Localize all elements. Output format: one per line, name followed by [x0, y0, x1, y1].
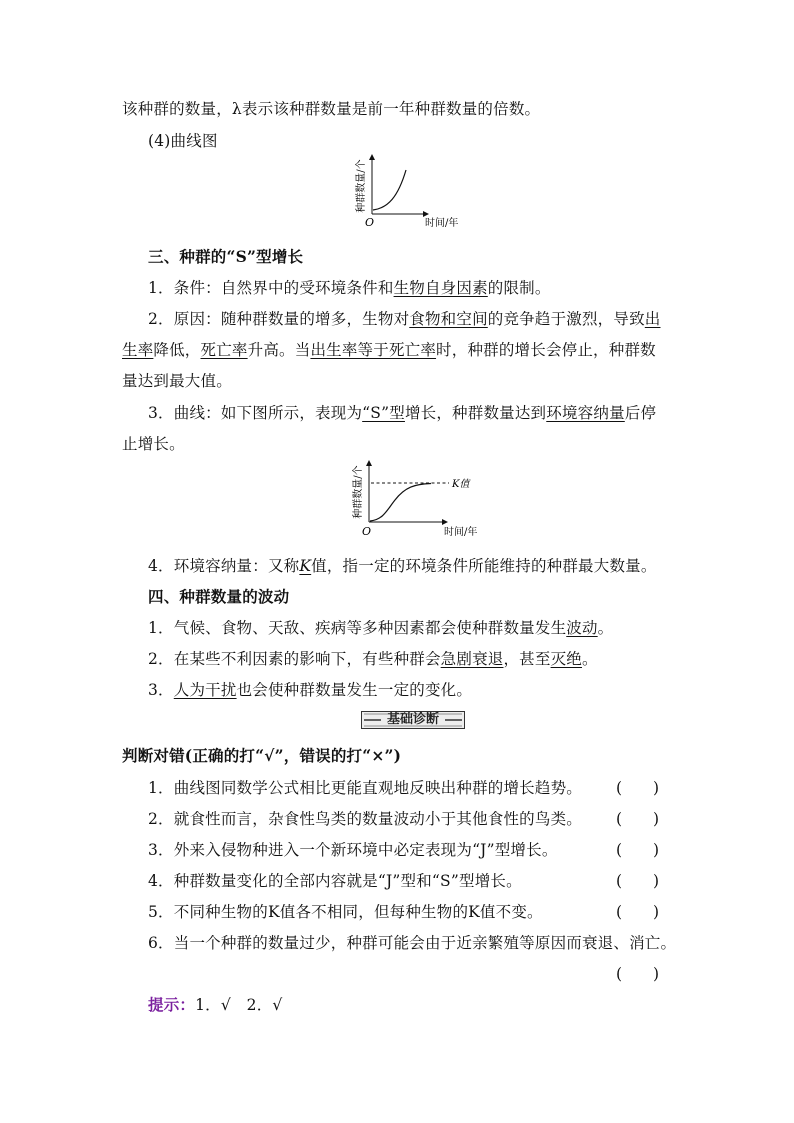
fig2-xlabel: 时间/年 [444, 527, 478, 538]
s-capacity: 4．环境容纳量：又称K值，指一定的环境条件所能维持的种群最大数量。 [148, 557, 657, 575]
s-reason-3: 量达到最大值。 [122, 372, 232, 390]
judge-item-6: 6．当一个种群的数量过少，种群可能会由于近亲繁殖等原因而衰退、消亡。 [148, 934, 677, 952]
answer-blank-1[interactable]: ( ) [616, 779, 660, 797]
tip-line [148, 993, 283, 1015]
s-reason-1: 2．原因：随种群数量的增多，生物对食物和空间的竞争趋于激烈，导致出 [148, 310, 661, 328]
fluct-1: 1．气候、食物、天敌、疾病等多种因素都会使种群数量发生波动。 [148, 619, 614, 637]
fig2-ylabel: 种群数量/个 [353, 465, 364, 519]
banner-label: 基础诊断 [386, 712, 439, 727]
judge-item-3: 3．外来入侵物种进入一个新环境中必定表现为“J”型增长。 [148, 841, 558, 859]
fig1-ylabel: 种群数量/个 [356, 159, 367, 213]
judge-item-1: 1．曲线图同数学公式相比更能直观地反映出种群的增长趋势。 [148, 779, 582, 797]
section-3-title: 三、种群的“S”型增长 [148, 247, 304, 266]
answer-blank-3[interactable]: ( ) [616, 841, 660, 859]
s-reason-2: 生率降低，死亡率升高。当出生率等于死亡率时，种群的增长会停止，种群数 [122, 341, 656, 359]
section-4-title: 四、种群数量的波动 [148, 587, 290, 606]
judge-item-4: 4．种群数量变化的全部内容就是“J”型和“S”型增长。 [148, 872, 522, 890]
answer-blank-6[interactable]: ( ) [616, 965, 660, 983]
fig1-origin: O [365, 216, 375, 229]
basic-diagnosis-banner [361, 711, 465, 729]
s-curve-2: 止增长。 [122, 435, 185, 453]
fluct-3: 3．人为干扰也会使种群数量发生一定的变化。 [148, 681, 473, 699]
s-curve-figure [349, 458, 489, 540]
tip-answers: 1．√ 2．√ [195, 996, 283, 1014]
j-curve [373, 170, 406, 210]
s-condition: 1．条件：自然界中的受环境条件和生物自身因素的限制。 [148, 279, 551, 297]
judge-item-5: 5．不同种生物的K值各不相同，但每种生物的K值不变。 [148, 903, 543, 921]
j-curve-figure [352, 152, 472, 230]
tip-label: 提示： [148, 995, 196, 1014]
fluct-2: 2．在某些不利因素的影响下，有些种群会急剧衰退，甚至灭绝。 [148, 650, 598, 668]
fig2-origin: O [362, 525, 372, 538]
judge-title: 判断对错(正确的打“√”，错误的打“×”) [122, 746, 402, 765]
judge-item-2: 2．就食性而言，杂食性鸟类的数量波动小于其他食性的鸟类。 [148, 810, 582, 828]
s-curve-1: 3．曲线：如下图所示，表现为“S”型增长，种群数量达到环境容纳量后停 [148, 404, 657, 422]
s-curve [370, 484, 431, 522]
fig2-k-label: K值 [452, 479, 470, 490]
answer-blank-2[interactable]: ( ) [616, 810, 660, 828]
curve-heading: (4)曲线图 [148, 132, 218, 150]
answer-blank-5[interactable]: ( ) [616, 903, 660, 921]
answer-blank-4[interactable]: ( ) [616, 872, 660, 890]
fig1-xlabel: 时间/年 [425, 218, 459, 229]
paragraph-intro: 该种群的数量，λ表示该种群数量是前一年种群数量的倍数。 [122, 100, 541, 118]
